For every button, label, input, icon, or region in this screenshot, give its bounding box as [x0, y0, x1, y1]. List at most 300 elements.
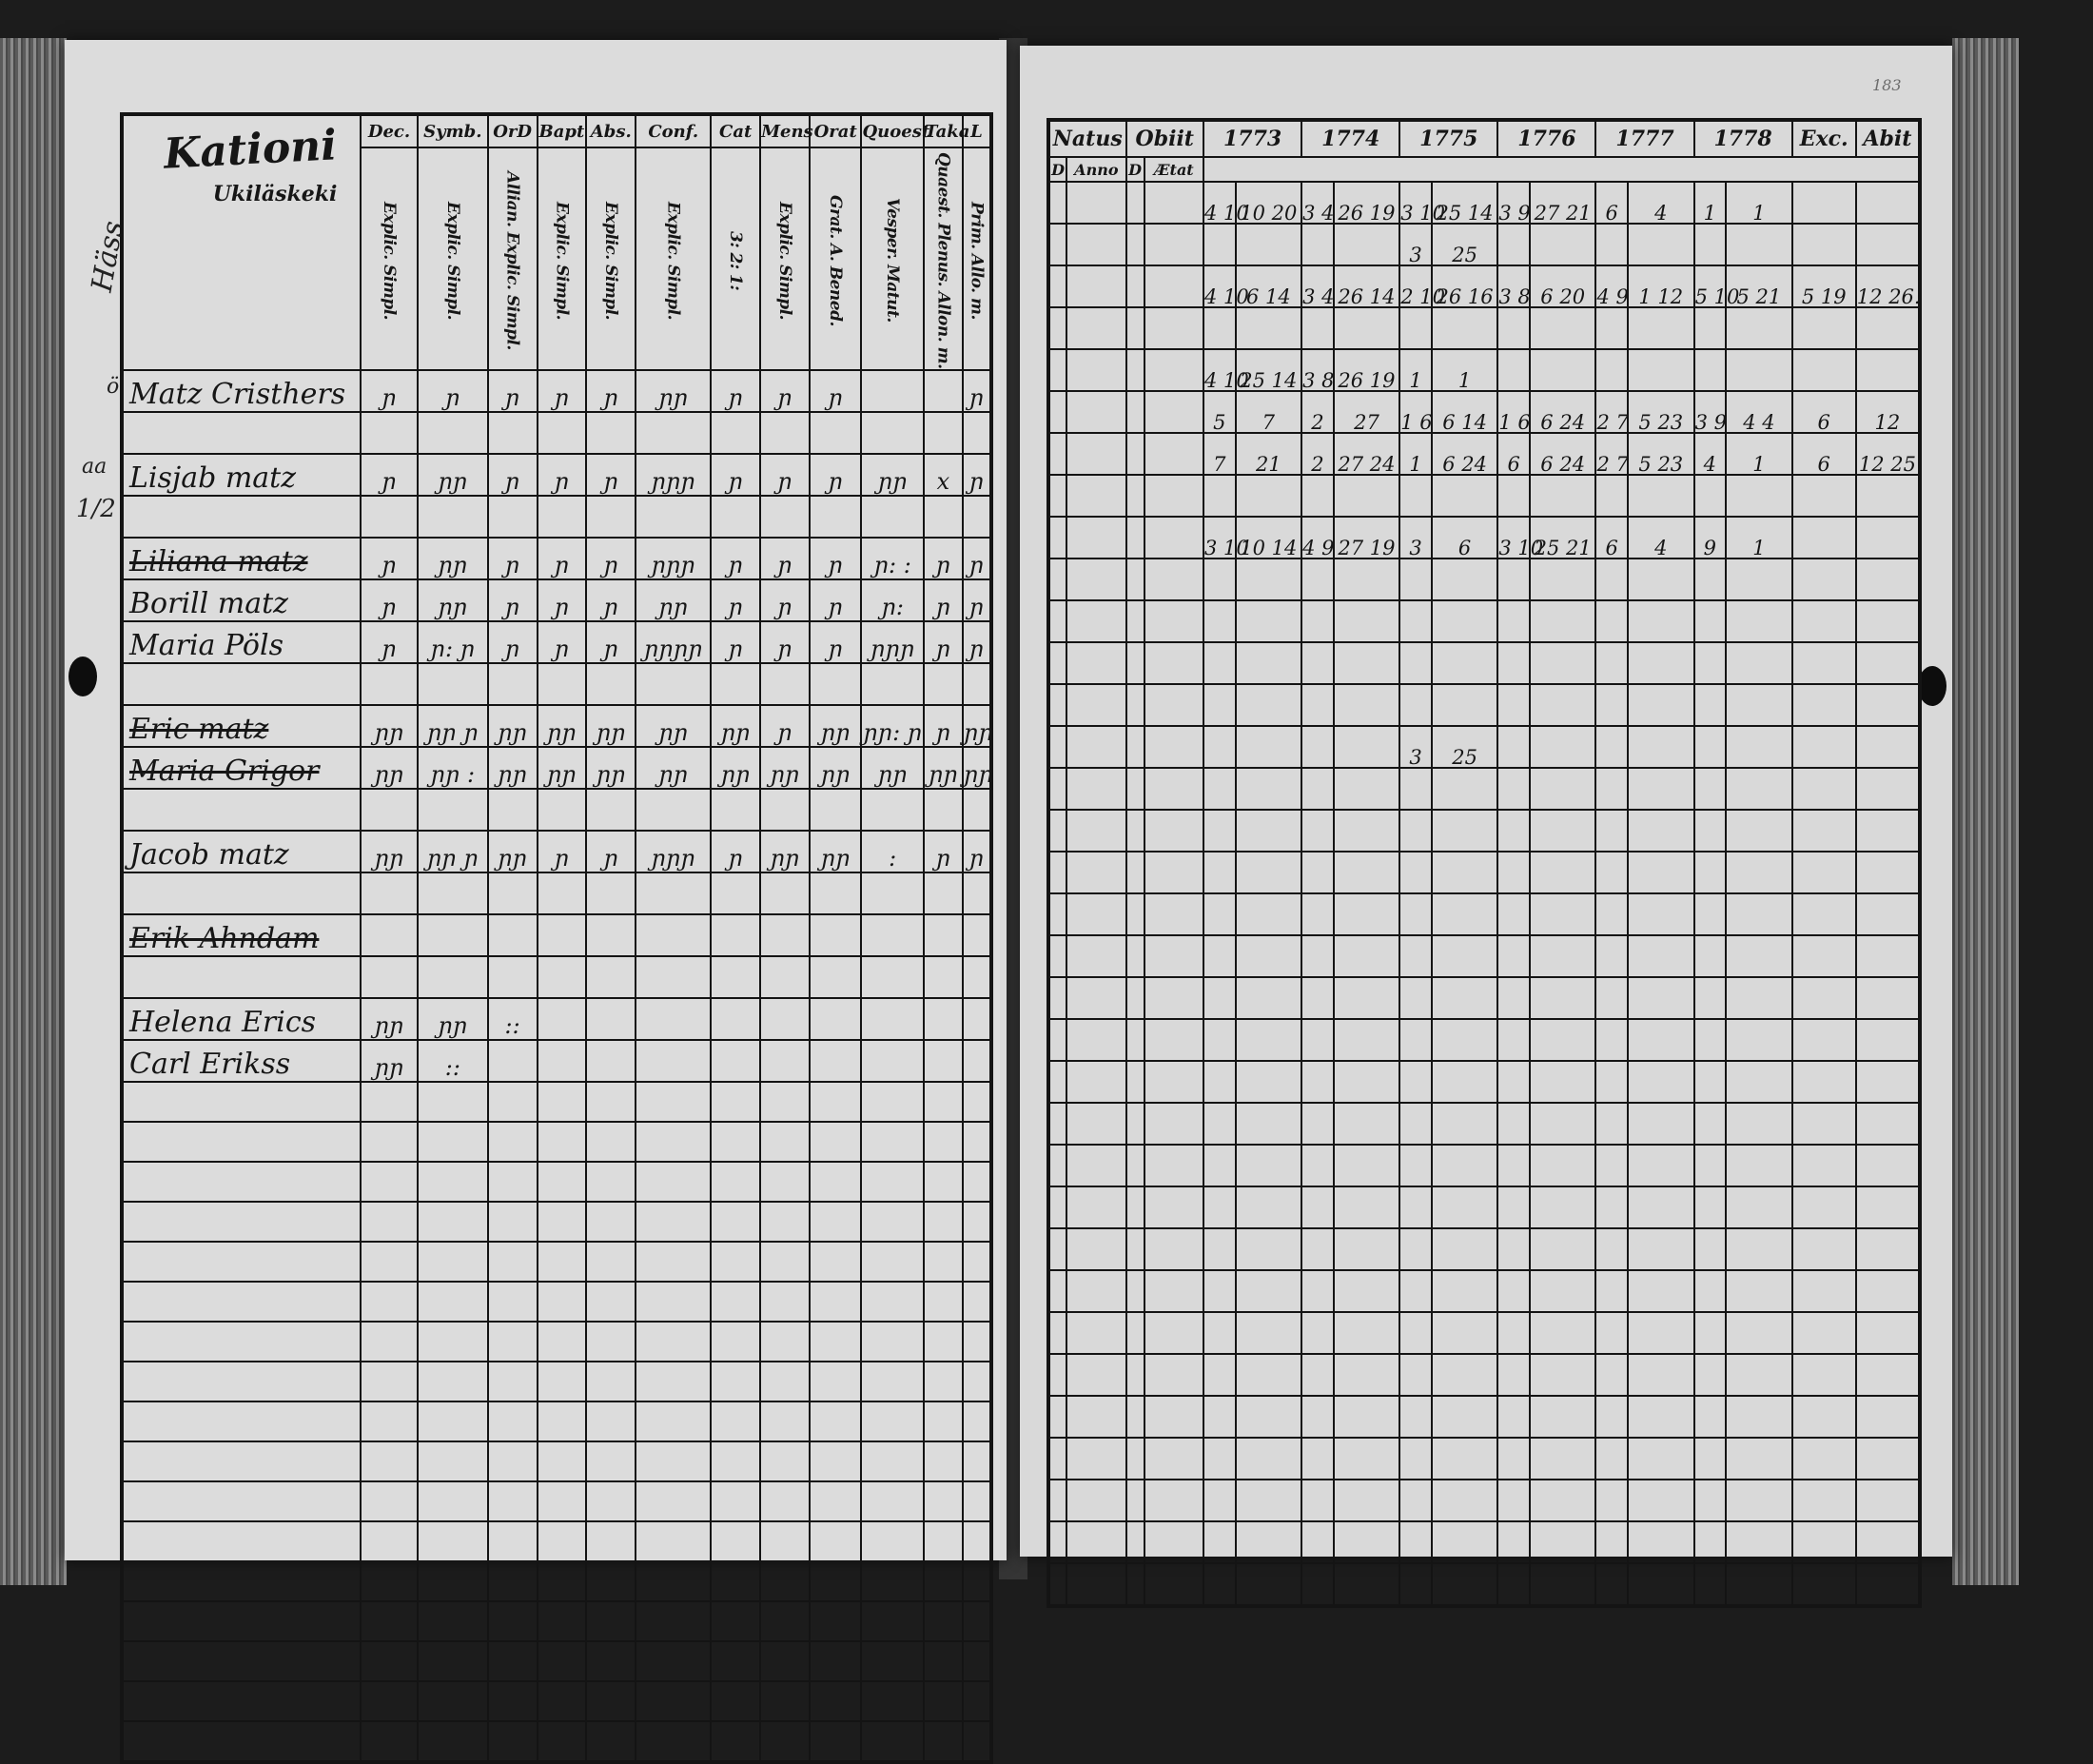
exam-mark: ɲɲ	[711, 705, 760, 747]
register-value	[1399, 684, 1432, 726]
register-value	[1856, 349, 1920, 391]
register-value: 1	[1726, 517, 1792, 559]
blank-cell	[488, 1322, 538, 1362]
column-subheader	[711, 147, 760, 370]
blank-cell	[1144, 1312, 1203, 1354]
column-subheader-text: Grat. A. Bened.	[826, 194, 846, 326]
exam-mark: ɲ	[711, 621, 760, 663]
register-value: 1 12	[1628, 265, 1694, 307]
blank-cell	[1694, 977, 1727, 1019]
exam-mark: ɲɲ	[361, 1040, 418, 1082]
exam-mark	[418, 412, 488, 454]
blank-cell	[1595, 852, 1628, 893]
blank-cell	[1126, 935, 1144, 977]
exam-mark: ɲ	[586, 579, 636, 621]
blank-cell	[810, 1242, 862, 1282]
blank-cell	[1856, 893, 1920, 935]
blank-cell	[586, 1362, 636, 1401]
blank-cell	[538, 1561, 587, 1601]
blank-cell	[1144, 1438, 1203, 1480]
blank-cell	[1399, 768, 1432, 810]
register-value	[1334, 307, 1400, 349]
exam-mark	[361, 412, 418, 454]
register-value: 3 9	[1694, 391, 1727, 433]
blank-cell	[1497, 768, 1530, 810]
blank-cell	[1334, 1061, 1400, 1103]
blank-cell	[636, 1282, 711, 1322]
register-value	[1792, 517, 1856, 559]
blank-cell	[1595, 1186, 1628, 1228]
blank-cell	[1066, 1312, 1125, 1354]
blank-cell	[1694, 768, 1727, 810]
blank-cell	[1048, 810, 1066, 852]
blank-cell	[1399, 1186, 1432, 1228]
blank-cell	[1126, 1312, 1144, 1354]
register-value	[1497, 475, 1530, 517]
register-value: 6	[1432, 517, 1498, 559]
register-value: 26 14	[1334, 265, 1400, 307]
blank-cell	[1203, 893, 1236, 935]
blank-cell	[636, 1082, 711, 1122]
blank-cell	[122, 1162, 361, 1202]
exam-mark: ::	[418, 1040, 488, 1082]
blank-cell	[1792, 977, 1856, 1019]
blank-cell	[924, 1362, 963, 1401]
blank-cell	[1595, 1270, 1628, 1312]
blank-cell	[861, 1202, 923, 1242]
exam-mark	[924, 789, 963, 831]
blank-cell	[1236, 935, 1302, 977]
register-value	[1628, 726, 1694, 768]
blank-cell	[418, 1322, 488, 1362]
register-value: 1 6	[1497, 391, 1530, 433]
exam-mark: ɲ	[711, 831, 760, 872]
blank-cell	[1595, 935, 1628, 977]
exam-mark: ɲɲ	[861, 454, 923, 496]
exam-mark	[861, 370, 923, 412]
blank-cell	[1792, 1521, 1856, 1563]
blank-cell	[1203, 1145, 1236, 1186]
blank-cell	[924, 1681, 963, 1721]
exam-mark	[963, 914, 991, 956]
blank-cell	[636, 1681, 711, 1721]
blank-cell	[1066, 1396, 1125, 1438]
blank-cell	[1530, 935, 1596, 977]
blank-cell	[1694, 1563, 1727, 1606]
register-value	[1628, 224, 1694, 265]
blank-cell	[1595, 893, 1628, 935]
birth-death-cell	[1144, 433, 1203, 475]
register-value	[1792, 182, 1856, 224]
exam-mark: ɲɲ	[963, 747, 991, 789]
header-1773: 1773	[1203, 120, 1301, 157]
register-value	[1497, 684, 1530, 726]
exam-mark	[810, 872, 862, 914]
blank-cell	[1792, 1145, 1856, 1186]
birth-death-cell	[1144, 475, 1203, 517]
blank-cell	[711, 1481, 760, 1521]
exam-mark	[760, 914, 810, 956]
blank-cell	[1694, 1396, 1727, 1438]
blank-row	[122, 1401, 991, 1441]
blank-cell	[861, 1082, 923, 1122]
blank-cell	[963, 1362, 991, 1401]
birth-death-cell	[1048, 265, 1066, 307]
blank-cell	[924, 1282, 963, 1322]
blank-cell	[1628, 1145, 1694, 1186]
blank-cell	[1726, 1438, 1792, 1480]
blank-cell	[1334, 935, 1400, 977]
exam-mark	[488, 412, 538, 454]
register-value: 3 8	[1301, 349, 1334, 391]
blank-cell	[636, 1322, 711, 1362]
register-value: 2 7	[1595, 391, 1628, 433]
register-value: 26 19	[1334, 349, 1400, 391]
blank-cell	[1792, 852, 1856, 893]
exam-mark: ɲ	[488, 538, 538, 579]
exam-mark: ɲ	[963, 831, 991, 872]
blank-cell	[538, 1641, 587, 1681]
blank-cell	[1126, 1563, 1144, 1606]
name-cell	[122, 496, 361, 538]
blank-cell	[1530, 1228, 1596, 1270]
blank-cell	[711, 1521, 760, 1561]
blank-cell	[963, 1401, 991, 1441]
exam-mark: ɲ	[963, 538, 991, 579]
blank-cell	[861, 1681, 923, 1721]
birth-death-cell	[1066, 433, 1125, 475]
blank-cell	[861, 1282, 923, 1322]
register-value	[1726, 307, 1792, 349]
left-header-row	[122, 114, 991, 147]
ledger-title-cell	[122, 114, 361, 370]
register-value	[1301, 559, 1334, 600]
blank-cell	[760, 1202, 810, 1242]
blank-cell	[1399, 1480, 1432, 1521]
blank-cell	[1726, 935, 1792, 977]
blank-cell	[1792, 1186, 1856, 1228]
blank-cell	[1694, 810, 1727, 852]
blank-cell	[361, 1202, 418, 1242]
blank-cell	[1048, 1480, 1066, 1521]
blank-row	[1048, 1438, 1920, 1480]
register-value	[1334, 726, 1400, 768]
birth-death-cell	[1126, 224, 1144, 265]
register-value	[1530, 642, 1596, 684]
blank-cell	[1628, 1019, 1694, 1061]
blank-cell	[1628, 1521, 1694, 1563]
birth-death-cell	[1048, 475, 1066, 517]
blank-cell	[1432, 1145, 1498, 1186]
blank-cell	[1497, 1228, 1530, 1270]
blank-cell	[810, 1082, 862, 1122]
exam-mark: ɲɲ	[538, 747, 587, 789]
blank-cell	[1792, 768, 1856, 810]
blank-cell	[1126, 1270, 1144, 1312]
register-value: 12 26.	[1856, 265, 1920, 307]
name-cell	[122, 538, 361, 579]
header-1776: 1776	[1497, 120, 1595, 157]
exam-mark	[810, 412, 862, 454]
blank-row	[122, 1362, 991, 1401]
blank-row	[1048, 1061, 1920, 1103]
blank-cell	[1144, 893, 1203, 935]
register-value	[1236, 726, 1302, 768]
blank-cell	[418, 1641, 488, 1681]
exam-mark	[861, 914, 923, 956]
blank-cell	[1066, 1438, 1125, 1480]
exam-mark: ɲ:	[861, 579, 923, 621]
register-value: 3 4	[1301, 265, 1334, 307]
exam-mark: ɲɲ ɲ	[418, 831, 488, 872]
left-register-body	[122, 370, 991, 1762]
blank-cell	[963, 1082, 991, 1122]
blank-cell	[1066, 1145, 1125, 1186]
exam-mark: ɲɲ	[810, 831, 862, 872]
blank-cell	[1301, 1396, 1334, 1438]
exam-mark: ɲ	[586, 831, 636, 872]
person-name: Liliana matz	[129, 544, 308, 578]
blank-cell	[810, 1601, 862, 1641]
blank-cell	[1203, 1228, 1236, 1270]
register-row	[122, 831, 991, 872]
blank-cell	[636, 1441, 711, 1481]
blank-cell	[810, 1362, 862, 1401]
exam-mark: ɲɲ	[586, 747, 636, 789]
exam-mark: ɲ	[361, 454, 418, 496]
blank-cell	[1694, 1145, 1727, 1186]
blank-cell	[1048, 1103, 1066, 1145]
name-cell	[122, 956, 361, 998]
register-row	[1048, 265, 1920, 307]
blank-cell	[760, 1162, 810, 1202]
blank-cell	[361, 1561, 418, 1601]
blank-cell	[1432, 1061, 1498, 1103]
register-value	[1497, 726, 1530, 768]
blank-cell	[1432, 1103, 1498, 1145]
ledger-subtitle: Ukiläskeki	[212, 182, 338, 206]
blank-cell	[1856, 977, 1920, 1019]
blank-cell	[963, 1242, 991, 1282]
blank-cell	[1236, 1396, 1302, 1438]
exam-mark: ɲɲ	[760, 831, 810, 872]
blank-cell	[1497, 935, 1530, 977]
birth-death-cell	[1126, 517, 1144, 559]
register-value	[1726, 224, 1792, 265]
person-name: Helena Erics	[129, 1005, 317, 1039]
blank-cell	[861, 1162, 923, 1202]
name-cell	[122, 747, 361, 789]
exam-mark: ɲ	[586, 538, 636, 579]
blank-cell	[1726, 1145, 1792, 1186]
column-subheader-text: Quaest. Plenus. Allon. m.	[933, 152, 953, 369]
blank-cell	[1301, 810, 1334, 852]
blank-cell	[361, 1282, 418, 1322]
blank-cell	[1048, 977, 1066, 1019]
blank-cell	[1530, 1061, 1596, 1103]
blank-cell	[361, 1162, 418, 1202]
exam-mark: ɲ	[711, 579, 760, 621]
exam-mark	[924, 496, 963, 538]
register-value: 3 10	[1399, 182, 1432, 224]
exam-mark: ɲ	[810, 454, 862, 496]
blank-cell	[1694, 1186, 1727, 1228]
blank-cell	[1126, 1438, 1144, 1480]
blank-cell	[1856, 768, 1920, 810]
blank-row	[1048, 1312, 1920, 1354]
blank-cell	[1334, 977, 1400, 1019]
blank-cell	[1066, 1228, 1125, 1270]
blank-cell	[1694, 852, 1727, 893]
register-value	[1399, 475, 1432, 517]
register-value: 4 10	[1203, 265, 1236, 307]
blank-cell	[963, 1601, 991, 1641]
blank-cell	[1497, 1270, 1530, 1312]
register-value	[1694, 224, 1727, 265]
blank-cell	[1694, 1438, 1727, 1480]
register-value	[1856, 726, 1920, 768]
blank-cell	[1530, 852, 1596, 893]
register-value: 4 9	[1301, 517, 1334, 559]
blank-cell	[1792, 935, 1856, 977]
blank-cell	[1628, 977, 1694, 1019]
column-header: Conf.	[636, 114, 711, 147]
blank-cell	[711, 1561, 760, 1601]
blank-cell	[1432, 852, 1498, 893]
register-value	[1856, 559, 1920, 600]
blank-cell	[1497, 1438, 1530, 1480]
blank-cell	[1694, 1019, 1727, 1061]
blank-row	[122, 1681, 991, 1721]
exam-mark	[538, 914, 587, 956]
exam-mark	[636, 914, 711, 956]
blank-cell	[711, 1162, 760, 1202]
register-value	[1792, 726, 1856, 768]
exam-mark	[538, 496, 587, 538]
name-cell	[122, 621, 361, 663]
column-header: Dec.	[361, 114, 418, 147]
blank-cell	[1530, 1103, 1596, 1145]
exam-mark: ɲ	[963, 621, 991, 663]
exam-mark	[963, 1040, 991, 1082]
blank-cell	[488, 1681, 538, 1721]
blank-cell	[1203, 1438, 1236, 1480]
exam-mark: ɲɲ	[861, 747, 923, 789]
register-value: 25 21	[1530, 517, 1596, 559]
blank-cell	[924, 1721, 963, 1762]
column-header: Symb.	[418, 114, 488, 147]
blank-row	[122, 1721, 991, 1762]
exam-mark: ɲɲ	[418, 998, 488, 1040]
blank-cell	[1048, 1521, 1066, 1563]
register-value: 1	[1399, 433, 1432, 475]
register-value: 9	[1694, 517, 1727, 559]
register-value	[1595, 642, 1628, 684]
blank-cell	[1126, 1354, 1144, 1396]
register-row	[122, 1040, 991, 1082]
blank-cell	[1497, 810, 1530, 852]
exam-mark	[810, 956, 862, 998]
blank-cell	[1792, 1312, 1856, 1354]
exam-mark: ɲ	[963, 454, 991, 496]
blank-cell	[711, 1322, 760, 1362]
register-value: 5 21	[1726, 265, 1792, 307]
blank-cell	[1628, 1312, 1694, 1354]
blank-cell	[1236, 810, 1302, 852]
birth-death-cell	[1126, 349, 1144, 391]
blank-cell	[1399, 977, 1432, 1019]
blank-cell	[1203, 977, 1236, 1019]
person-name: Borill matz	[129, 586, 288, 620]
name-cell	[122, 914, 361, 956]
blank-cell	[586, 1641, 636, 1681]
exam-mark	[810, 914, 862, 956]
blank-cell	[538, 1242, 587, 1282]
blank-cell	[810, 1681, 862, 1721]
blank-cell	[1236, 1438, 1302, 1480]
exam-mark	[488, 872, 538, 914]
register-value	[1595, 224, 1628, 265]
blank-cell	[810, 1481, 862, 1521]
blank-cell	[1792, 1438, 1856, 1480]
blank-row	[122, 1162, 991, 1202]
exam-mark: ɲɲɲ	[636, 454, 711, 496]
register-value: 6 14	[1236, 265, 1302, 307]
blank-row	[122, 1441, 991, 1481]
blank-cell	[1694, 1521, 1727, 1563]
blank-cell	[488, 1641, 538, 1681]
register-value	[1726, 684, 1792, 726]
blank-cell	[1399, 1312, 1432, 1354]
blank-cell	[1726, 810, 1792, 852]
register-value	[1334, 475, 1400, 517]
blank-cell	[1144, 1396, 1203, 1438]
header-1775: 1775	[1399, 120, 1497, 157]
blank-cell	[1694, 1354, 1727, 1396]
blank-cell	[1497, 1354, 1530, 1396]
exam-mark	[861, 956, 923, 998]
name-cell	[122, 579, 361, 621]
blank-cell	[418, 1282, 488, 1322]
blank-cell	[1595, 1145, 1628, 1186]
blank-cell	[711, 1282, 760, 1322]
blank-cell	[1399, 1145, 1432, 1186]
blank-cell	[538, 1122, 587, 1162]
blank-cell	[810, 1282, 862, 1322]
blank-cell	[1432, 1270, 1498, 1312]
exam-mark: ɲɲ	[810, 705, 862, 747]
register-value: 5 19	[1792, 265, 1856, 307]
blank-cell	[924, 1481, 963, 1521]
blank-cell	[1856, 1480, 1920, 1521]
register-value: 4	[1628, 182, 1694, 224]
blank-cell	[1530, 1396, 1596, 1438]
blank-cell	[122, 1641, 361, 1681]
exam-mark: ɲ	[924, 831, 963, 872]
blank-cell	[1530, 1270, 1596, 1312]
register-value	[1595, 475, 1628, 517]
birth-death-cell	[1126, 600, 1144, 642]
exam-mark: ɲɲ	[924, 747, 963, 789]
blank-cell	[924, 1521, 963, 1561]
blank-cell	[1126, 810, 1144, 852]
blank-cell	[711, 1641, 760, 1681]
name-cell	[122, 370, 361, 412]
blank-cell	[1432, 1396, 1498, 1438]
exam-mark: ɲ: ɲ	[418, 621, 488, 663]
register-value: 26 19	[1334, 182, 1400, 224]
blank-cell	[810, 1322, 862, 1362]
